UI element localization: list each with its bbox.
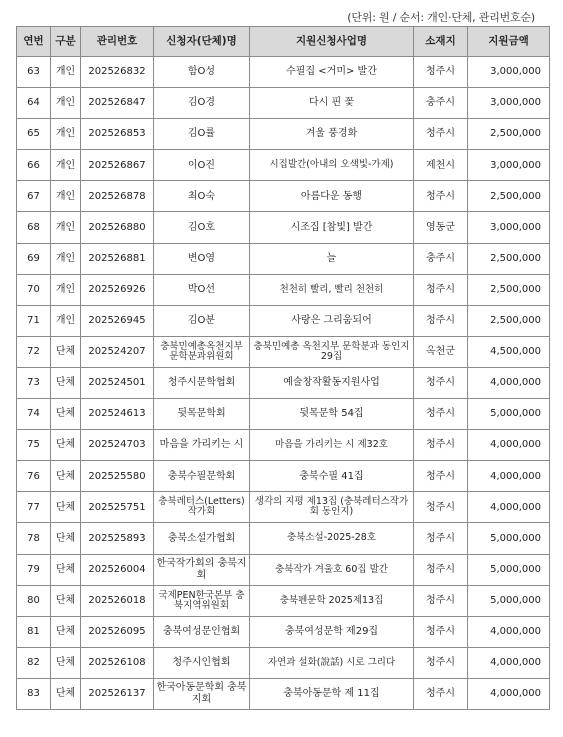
table-row bbox=[17, 150, 550, 181]
cell-project: 충북소설-2025-28호 bbox=[250, 523, 414, 554]
cell-type: 개인 bbox=[51, 150, 81, 181]
cell-location: 청주시 bbox=[414, 678, 468, 709]
cell-location: 충주시 bbox=[414, 243, 468, 274]
cell-project: 자연과 설화(說話) 시로 그리다 bbox=[250, 647, 414, 678]
cell-applicant: 국제PEN한국본부 충북지역위원회 bbox=[154, 585, 250, 616]
cell-type: 단체 bbox=[51, 616, 81, 647]
cell-id: 202526018 bbox=[81, 585, 154, 616]
cell-project: 뒷목문학 54집 bbox=[250, 399, 414, 430]
cell-amount: 2,500,000 bbox=[468, 274, 550, 305]
cell-project: 아름다운 동행 bbox=[250, 181, 414, 212]
cell-amount: 4,000,000 bbox=[468, 492, 550, 523]
cell-amount: 5,000,000 bbox=[468, 585, 550, 616]
cell-type: 단체 bbox=[51, 367, 81, 398]
cell-location: 청주시 bbox=[414, 181, 468, 212]
table-row bbox=[17, 243, 550, 274]
cell-amount: 4,500,000 bbox=[468, 336, 550, 367]
table-body bbox=[17, 57, 550, 710]
table-row bbox=[17, 367, 550, 398]
cell-type: 단체 bbox=[51, 492, 81, 523]
table-row bbox=[17, 430, 550, 461]
cell-applicant: 청주시문학협회 bbox=[154, 367, 250, 398]
cell-no: 66 bbox=[17, 150, 51, 181]
table-row bbox=[17, 678, 550, 709]
header-location: 소재지 bbox=[414, 27, 468, 57]
header-id: 관리번호 bbox=[81, 27, 154, 57]
table-row bbox=[17, 305, 550, 336]
cell-id: 202526853 bbox=[81, 119, 154, 150]
cell-applicant: 충북소설가협회 bbox=[154, 523, 250, 554]
cell-applicant: 김O경 bbox=[154, 88, 250, 119]
cell-type: 단체 bbox=[51, 647, 81, 678]
cell-type: 단체 bbox=[51, 336, 81, 367]
cell-no: 72 bbox=[17, 336, 51, 367]
cell-no: 82 bbox=[17, 647, 51, 678]
cell-id: 202525580 bbox=[81, 461, 154, 492]
cell-applicant: 충북민예총옥천지부문학분과위원회 bbox=[154, 336, 250, 367]
header-type: 구분 bbox=[51, 27, 81, 57]
cell-applicant: 한국작가회의 충북지회 bbox=[154, 554, 250, 585]
cell-type: 개인 bbox=[51, 181, 81, 212]
cell-location: 청주시 bbox=[414, 57, 468, 88]
table-row bbox=[17, 336, 550, 367]
table-row bbox=[17, 461, 550, 492]
cell-type: 개인 bbox=[51, 243, 81, 274]
grant-table bbox=[16, 26, 550, 710]
cell-amount: 4,000,000 bbox=[468, 616, 550, 647]
cell-type: 단체 bbox=[51, 461, 81, 492]
cell-id: 202526881 bbox=[81, 243, 154, 274]
table-row bbox=[17, 616, 550, 647]
cell-project: 생각의 지평 제13집 (충북레터스작가회 동인지) bbox=[250, 492, 414, 523]
cell-project: 충북작가 겨울호 60집 발간 bbox=[250, 554, 414, 585]
cell-project: 예술창작활동지원사업 bbox=[250, 367, 414, 398]
cell-amount: 2,500,000 bbox=[468, 119, 550, 150]
table-row bbox=[17, 181, 550, 212]
cell-no: 76 bbox=[17, 461, 51, 492]
cell-no: 81 bbox=[17, 616, 51, 647]
cell-type: 개인 bbox=[51, 88, 81, 119]
cell-id: 202526108 bbox=[81, 647, 154, 678]
cell-project: 사랑은 그리움되어 bbox=[250, 305, 414, 336]
table-row bbox=[17, 585, 550, 616]
cell-no: 79 bbox=[17, 554, 51, 585]
cell-location: 청주시 bbox=[414, 585, 468, 616]
cell-location: 영동군 bbox=[414, 212, 468, 243]
cell-applicant: 김O분 bbox=[154, 305, 250, 336]
table-header-row bbox=[17, 27, 550, 57]
table-row bbox=[17, 554, 550, 585]
table-row bbox=[17, 492, 550, 523]
cell-applicant: 청주시인협회 bbox=[154, 647, 250, 678]
cell-amount: 3,000,000 bbox=[468, 150, 550, 181]
cell-applicant: 김O률 bbox=[154, 119, 250, 150]
cell-type: 단체 bbox=[51, 585, 81, 616]
cell-amount: 5,000,000 bbox=[468, 399, 550, 430]
cell-amount: 4,000,000 bbox=[468, 430, 550, 461]
cell-project: 충북수필 41집 bbox=[250, 461, 414, 492]
cell-location: 청주시 bbox=[414, 554, 468, 585]
cell-id: 202525893 bbox=[81, 523, 154, 554]
cell-location: 청주시 bbox=[414, 492, 468, 523]
cell-applicant: 박O선 bbox=[154, 274, 250, 305]
cell-no: 63 bbox=[17, 57, 51, 88]
unit-note: (단위: 원 / 순서: 개인·단체, 관리번호순) bbox=[347, 11, 535, 24]
table-row bbox=[17, 274, 550, 305]
cell-applicant: 김O호 bbox=[154, 212, 250, 243]
cell-no: 77 bbox=[17, 492, 51, 523]
table-row bbox=[17, 88, 550, 119]
cell-type: 단체 bbox=[51, 523, 81, 554]
cell-no: 80 bbox=[17, 585, 51, 616]
cell-applicant: 변O영 bbox=[154, 243, 250, 274]
cell-type: 개인 bbox=[51, 57, 81, 88]
cell-amount: 2,500,000 bbox=[468, 243, 550, 274]
cell-id: 202526867 bbox=[81, 150, 154, 181]
cell-type: 개인 bbox=[51, 119, 81, 150]
cell-project: 충북아동문학 제 11집 bbox=[250, 678, 414, 709]
table-row bbox=[17, 523, 550, 554]
cell-location: 제천시 bbox=[414, 150, 468, 181]
header-project: 지원신청사업명 bbox=[250, 27, 414, 57]
cell-amount: 2,500,000 bbox=[468, 181, 550, 212]
cell-id: 202524703 bbox=[81, 430, 154, 461]
cell-type: 단체 bbox=[51, 554, 81, 585]
cell-no: 68 bbox=[17, 212, 51, 243]
cell-no: 70 bbox=[17, 274, 51, 305]
cell-project: 마음을 가리키는 시 제32호 bbox=[250, 430, 414, 461]
cell-location: 청주시 bbox=[414, 367, 468, 398]
cell-id: 202526880 bbox=[81, 212, 154, 243]
table-row bbox=[17, 119, 550, 150]
cell-project: 시집발간(아내의 오색빛-가제) bbox=[250, 150, 414, 181]
cell-type: 단체 bbox=[51, 678, 81, 709]
cell-location: 청주시 bbox=[414, 274, 468, 305]
cell-amount: 3,000,000 bbox=[468, 88, 550, 119]
cell-id: 202524501 bbox=[81, 367, 154, 398]
cell-id: 202526095 bbox=[81, 616, 154, 647]
cell-id: 202526004 bbox=[81, 554, 154, 585]
cell-location: 청주시 bbox=[414, 430, 468, 461]
cell-project: 다시 핀 꽃 bbox=[250, 88, 414, 119]
table-row bbox=[17, 647, 550, 678]
cell-id: 202526926 bbox=[81, 274, 154, 305]
cell-id: 202526832 bbox=[81, 57, 154, 88]
cell-location: 옥천군 bbox=[414, 336, 468, 367]
cell-location: 청주시 bbox=[414, 305, 468, 336]
cell-project: 늘 bbox=[250, 243, 414, 274]
cell-id: 202526878 bbox=[81, 181, 154, 212]
cell-type: 단체 bbox=[51, 399, 81, 430]
header-amount: 지원금액 bbox=[468, 27, 550, 57]
cell-type: 개인 bbox=[51, 274, 81, 305]
cell-type: 개인 bbox=[51, 212, 81, 243]
table-row bbox=[17, 57, 550, 88]
cell-amount: 2,500,000 bbox=[468, 305, 550, 336]
cell-no: 69 bbox=[17, 243, 51, 274]
table-row bbox=[17, 212, 550, 243]
cell-no: 75 bbox=[17, 430, 51, 461]
cell-applicant: 충북레터스(Letters)작가회 bbox=[154, 492, 250, 523]
cell-amount: 3,000,000 bbox=[468, 212, 550, 243]
cell-project: 시조집 [참빛] 발간 bbox=[250, 212, 414, 243]
cell-no: 74 bbox=[17, 399, 51, 430]
cell-id: 202525751 bbox=[81, 492, 154, 523]
header-applicant: 신청자(단체)명 bbox=[154, 27, 250, 57]
cell-no: 73 bbox=[17, 367, 51, 398]
cell-applicant: 충북여성문인협회 bbox=[154, 616, 250, 647]
cell-amount: 4,000,000 bbox=[468, 461, 550, 492]
cell-amount: 5,000,000 bbox=[468, 554, 550, 585]
cell-amount: 4,000,000 bbox=[468, 647, 550, 678]
cell-applicant: 한국아동문학회 충북지회 bbox=[154, 678, 250, 709]
cell-amount: 4,000,000 bbox=[468, 678, 550, 709]
cell-no: 71 bbox=[17, 305, 51, 336]
cell-no: 67 bbox=[17, 181, 51, 212]
cell-location: 청주시 bbox=[414, 119, 468, 150]
cell-applicant: 함O성 bbox=[154, 57, 250, 88]
cell-applicant: 이O진 bbox=[154, 150, 250, 181]
cell-location: 청주시 bbox=[414, 616, 468, 647]
cell-project: 충북펜문학 2025제13집 bbox=[250, 585, 414, 616]
cell-type: 개인 bbox=[51, 305, 81, 336]
cell-id: 202524207 bbox=[81, 336, 154, 367]
cell-applicant: 마음을 가리키는 시 bbox=[154, 430, 250, 461]
cell-applicant: 충북수필문학회 bbox=[154, 461, 250, 492]
cell-no: 78 bbox=[17, 523, 51, 554]
cell-project: 충북여성문학 제29집 bbox=[250, 616, 414, 647]
cell-location: 청주시 bbox=[414, 461, 468, 492]
cell-id: 202526945 bbox=[81, 305, 154, 336]
cell-amount: 3,000,000 bbox=[468, 57, 550, 88]
cell-id: 202526847 bbox=[81, 88, 154, 119]
cell-project: 겨울 풍경화 bbox=[250, 119, 414, 150]
cell-amount: 4,000,000 bbox=[468, 367, 550, 398]
cell-location: 청주시 bbox=[414, 523, 468, 554]
cell-applicant: 최O숙 bbox=[154, 181, 250, 212]
cell-type: 단체 bbox=[51, 430, 81, 461]
cell-amount: 5,000,000 bbox=[468, 523, 550, 554]
cell-location: 청주시 bbox=[414, 647, 468, 678]
cell-applicant: 뒷목문학회 bbox=[154, 399, 250, 430]
cell-project: 수필집 <거미> 발간 bbox=[250, 57, 414, 88]
cell-project: 천천히 빨리, 빨리 천천히 bbox=[250, 274, 414, 305]
cell-no: 65 bbox=[17, 119, 51, 150]
cell-no: 64 bbox=[17, 88, 51, 119]
cell-id: 202524613 bbox=[81, 399, 154, 430]
cell-no: 83 bbox=[17, 678, 51, 709]
cell-location: 충주시 bbox=[414, 88, 468, 119]
header-no: 연번 bbox=[17, 27, 51, 57]
table-row bbox=[17, 399, 550, 430]
cell-project: 충북민예총 옥천지부 문학분과 동인지 29집 bbox=[250, 336, 414, 367]
cell-location: 청주시 bbox=[414, 399, 468, 430]
cell-id: 202526137 bbox=[81, 678, 154, 709]
